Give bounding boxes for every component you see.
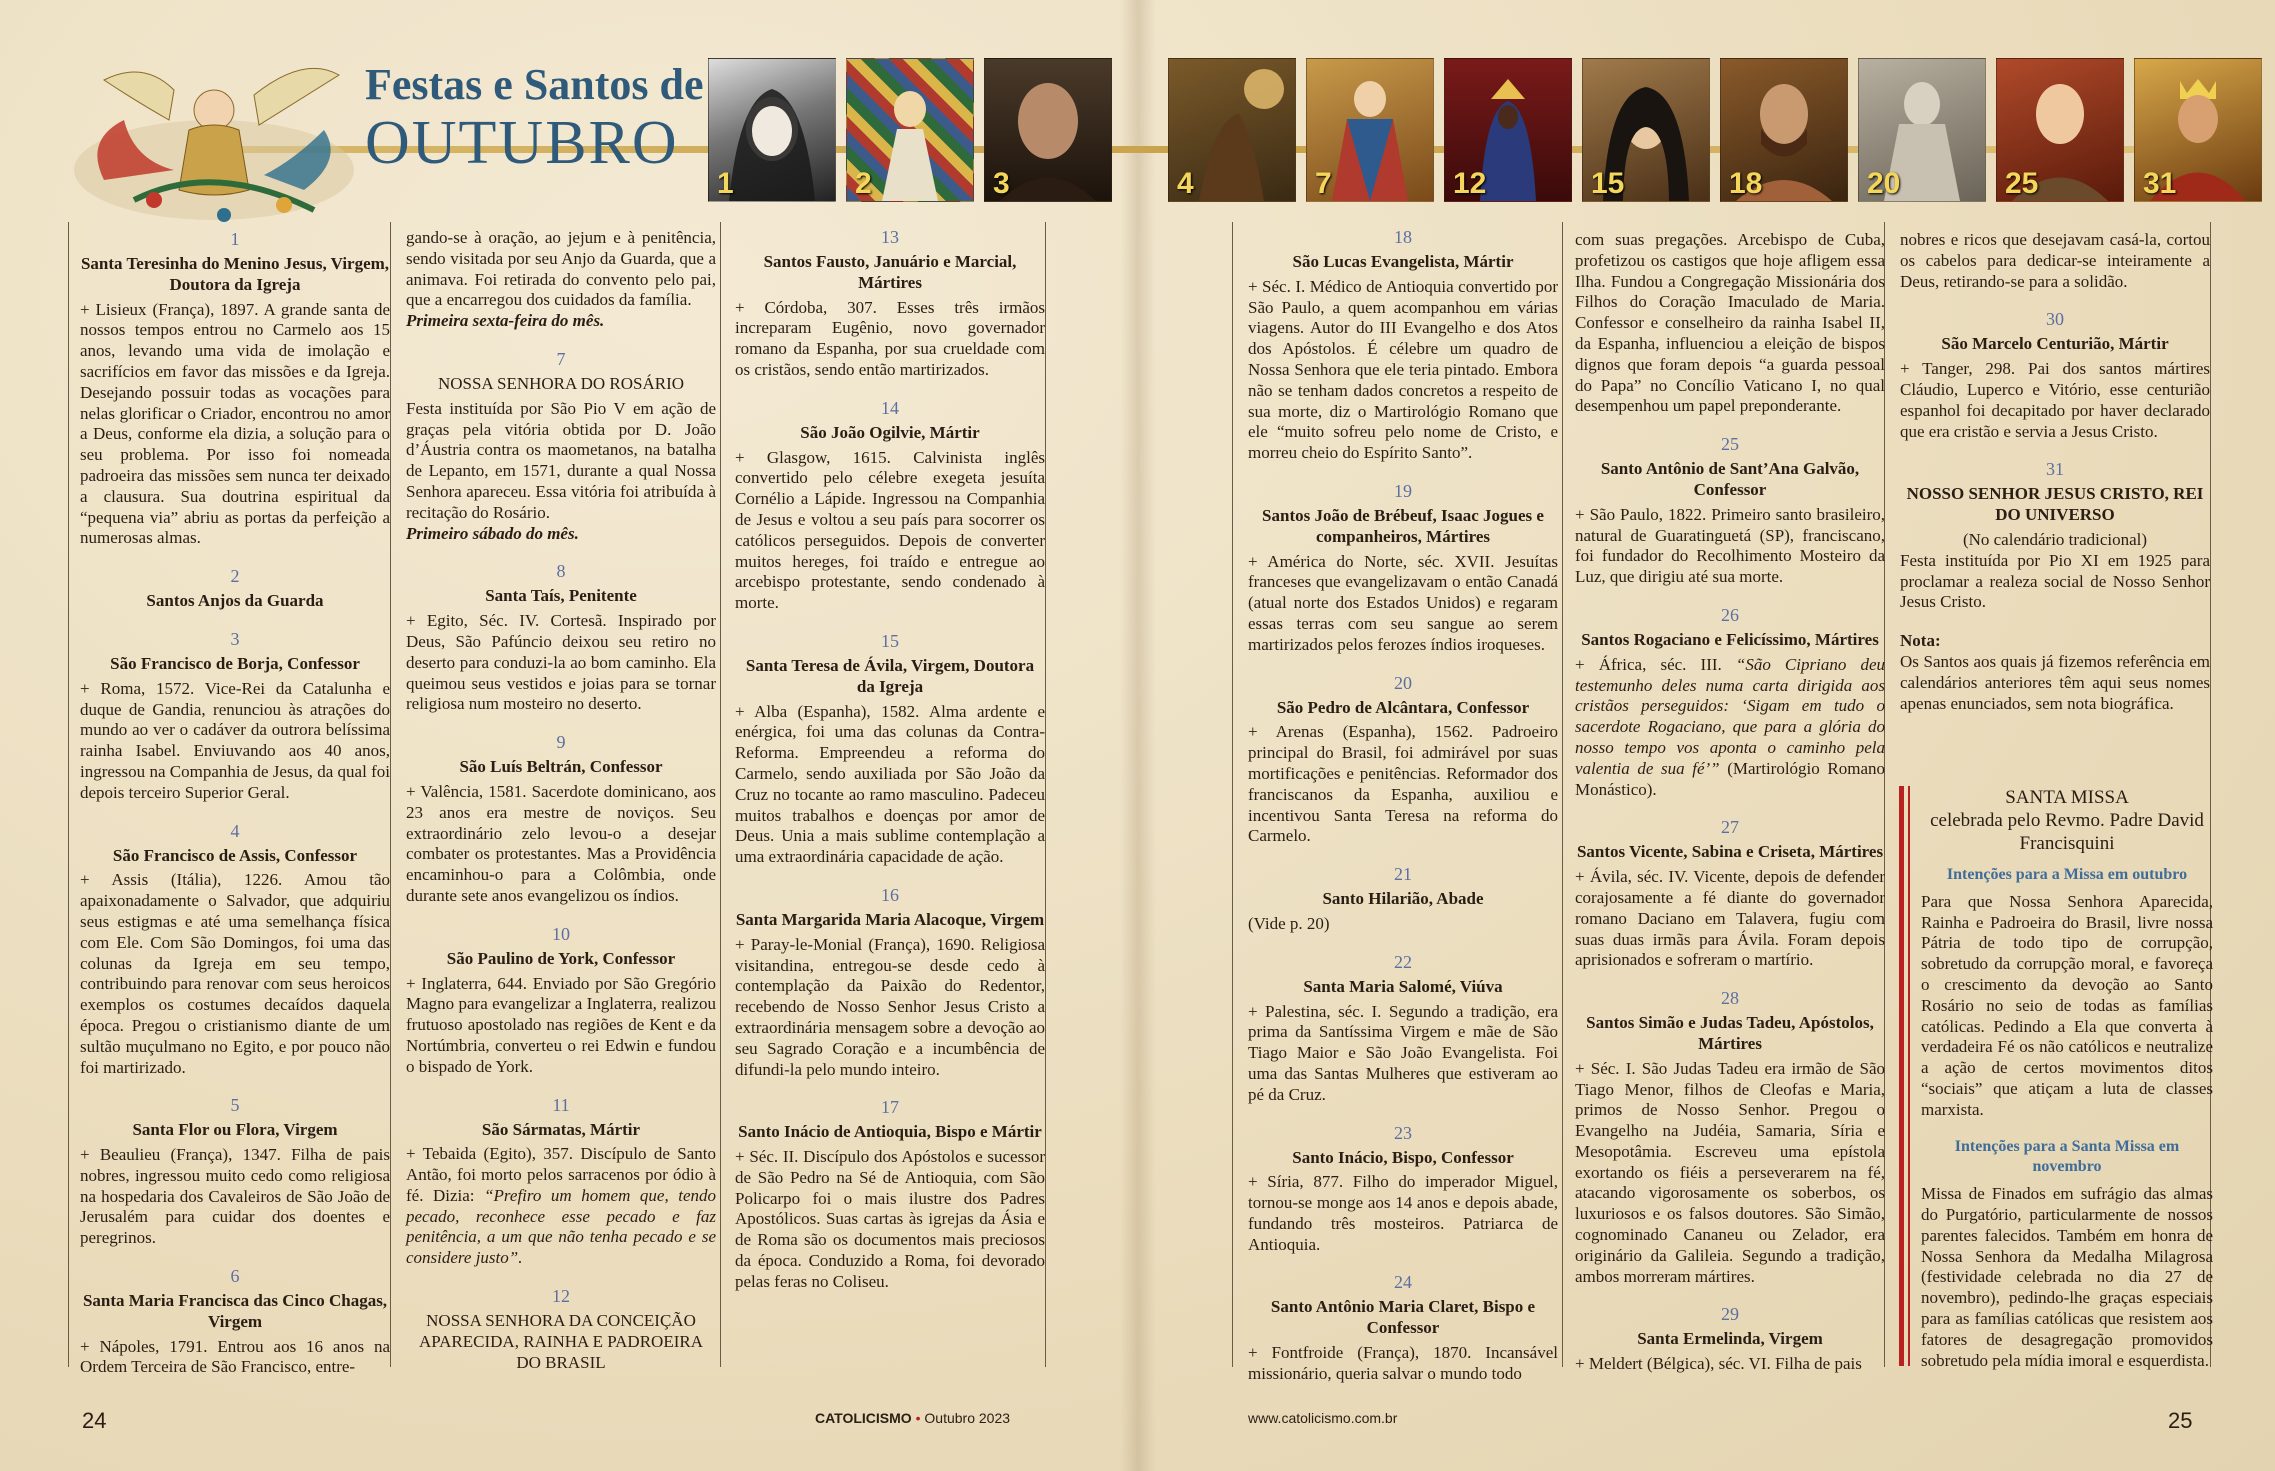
- column-rule: [1045, 222, 1046, 1367]
- page-gutter: [1120, 0, 1156, 1471]
- saint-bio: + Palestina, séc. I. Segundo a tradição, era prima da Santíssima Virgem e mãe de São Tiago Maior e São João Evangelista. Foi uma das Santas Mulheres que estiveram ao pé da Cruz.: [1248, 1001, 1558, 1104]
- day-number: 7: [556, 348, 566, 369]
- page-number-right: 25: [2168, 1408, 2193, 1433]
- saint-bio: [1575, 655, 1885, 801]
- day-number: 15: [881, 630, 899, 651]
- day-number: 25: [1721, 434, 1739, 455]
- day-number: 22: [1394, 951, 1412, 972]
- thumb-day-7: [1306, 58, 1434, 202]
- thumb-day-4: [1168, 58, 1296, 202]
- bio-text: + Tebaida (Egito), 357. Discípulo de Santo Antão, foi morto pelos sarracenos por ódio à fé. Dizia:: [406, 1144, 716, 1205]
- saint-bio: + Assis (Itália), 1226. Amou tão apaixonadamente o Salvador, que adquiriu seus estigmas e até uma semelhança física com Ele. Com São Domingos, foi uma das colunas da Igreja em seu tempo, contribuindo para renovar com seus heroicos exemplos os costumes decaídos daquela época. Pregou o cristianismo diante de um sultão muçulmano no Egito, e por pouco não foi martirizado.: [80, 870, 390, 1077]
- mass-celebrant: celebrada pelo Revmo. Padre David Francisquini: [1930, 810, 2204, 854]
- day-number: 3: [230, 628, 240, 649]
- saint-name: São Lucas Evangelista, Mártir: [1292, 252, 1514, 271]
- saint-name: Santos João de Brébeuf, Isaac Jogues e companheiros, Mártires: [1262, 505, 1544, 546]
- saint-name: Santos Rogaciano e Felicíssimo, Mártires: [1581, 629, 1879, 649]
- day-number: 8: [556, 561, 566, 582]
- thumb-number: 18: [1729, 167, 1763, 200]
- mass-title: SANTA MISSA: [2005, 787, 2129, 808]
- thumb-number: 3: [993, 167, 1010, 200]
- saint-bio: + Séc. I. Médico de Antioquia convertido por São Paulo, a quem acompanhou em várias viagens. Autor do III Evangelho e dos Atos dos Apóstolos. É célebre um quadro de Nossa Senhora que ele teria pintado. Embora não se tenham dados concretos a respeito de sua morte, diz o Martirológio Romano que ele “muito sofreu pelo nome de Cristo, e morreu cheio do Espírito Santo”.: [1248, 276, 1558, 463]
- day-number: 16: [881, 884, 899, 905]
- saint-name: São Marcelo Centurião, Mártir: [1941, 334, 2169, 354]
- saint-bio: + Beaulieu (França), 1347. Filha de pais nobres, ingressou muito cedo como religiosa na hospedaria dos Cavaleiros de São João de Jerusalém para cuidar dos doentes e peregrinos.: [80, 1145, 390, 1248]
- saint-name: São Paulino de York, Confessor: [446, 948, 676, 968]
- saint-bio: + América do Norte, séc. XVII. Jesuítas franceses que evangelizavam o então Canadá (atual norte dos Estados Unidos) e regaram essas terras com seu sangue ao serem martirizados pelos ferozes índios iroqueses.: [1248, 551, 1558, 654]
- column-rule: [1232, 222, 1233, 1367]
- day-number: 13: [881, 227, 899, 247]
- saint-note: Primeiro sábado do mês.: [406, 523, 579, 543]
- note-heading: Nota:: [1900, 631, 1941, 651]
- day-number: 9: [556, 732, 566, 753]
- saint-name: Santo Antônio Maria Claret, Bispo e Confessor: [1270, 1297, 1536, 1338]
- day-number: 2: [230, 566, 240, 587]
- saint-name: Santa Maria Salomé, Viúva: [1303, 976, 1503, 996]
- saint-name: São Pedro de Alcântara, Confessor: [1276, 697, 1530, 717]
- page-title: [365, 60, 704, 176]
- text-column-3: [735, 226, 1045, 1364]
- saint-name: São Luís Beltrán, Confessor: [459, 757, 663, 777]
- thumb-day-1: [708, 58, 836, 202]
- bio-quote: “Prefiro um homem que, tendo pecado, reconhece esse pecado e faz penitência, a um que não tenha pecado e se considere justo”.: [406, 1185, 717, 1268]
- day-number: 5: [230, 1095, 240, 1116]
- thumb-number: 1: [717, 167, 734, 200]
- saint-name: São Sármatas, Mártir: [481, 1119, 641, 1139]
- saint-name: Santo Inácio, Bispo, Confessor: [1292, 1147, 1514, 1167]
- red-rule: [1899, 786, 1904, 1366]
- saint-bio: + Egito, Séc. IV. Cortesã. Inspirado por Deus, São Pafúncio deixou seu retiro no deserto para conduzi-la ao bom caminho. Ela queimou seus vestidos e joias para se tornar religiosa num mosteiro no deserto.: [406, 611, 716, 714]
- day-number: 18: [1394, 227, 1412, 247]
- thumb-number: 31: [2143, 167, 2177, 200]
- saint-bio: + Nápoles, 1791. Entrou aos 16 anos na Ordem Terceira de São Francisco, entre-: [80, 1336, 390, 1377]
- day-number: 11: [552, 1094, 570, 1115]
- saint-bio: + Arenas (Espanha), 1562. Padroeiro principal do Brasil, foi admirável por suas mortificações e penitências. Reformador dos franciscanos da Espanha, auxiliou e incentivou Santa Teresa na reforma do Carmelo.: [1248, 722, 1558, 846]
- title-line-2: OUTUBRO: [365, 109, 679, 177]
- footer-separator: •: [915, 1410, 921, 1426]
- mass-intentions-text: Para que Nossa Senhora Aparecida, Rainha e Padroeira do Brasil, livre nossa Pátria de todo tipo de corrupção, sobretudo da corrupção moral, e favoreça o crescimento da devoção ao Santo Rosário no seio de todas as famílias católicas. Pedindo a Ela que converta à verdadeira Fé os não católicos e neutralize a ação de certos movimentos ditos “sociais” que atiçam a luta de classes marxista.: [1921, 891, 2213, 1119]
- thumb-number: 12: [1453, 167, 1487, 200]
- column-rule: [1562, 222, 1563, 1367]
- angel-illustration-icon: [64, 50, 364, 230]
- thumb-number: 4: [1177, 167, 1194, 200]
- day-number: 12: [552, 1286, 570, 1307]
- bio-text: + África, séc. III.: [1575, 654, 1722, 674]
- saint-name: Santa Ermelinda, Virgem: [1637, 1329, 1823, 1349]
- saint-bio: + Inglaterra, 644. Enviado por São Gregório Magno para evangelizar a Inglaterra, realizou frutuoso apostolado nas regiões de Kent e da Nortúmbria, converteu o rei Edwin e fundou o bispado de York.: [406, 973, 716, 1076]
- thumb-day-20: [1858, 58, 1986, 202]
- saint-bio: + Roma, 1572. Vice-Rei da Catalunha e duque de Gandia, renunciou às atrações do mundo ao ver o cadáver da outrora belíssima rainha Isabel. Enviuvando aos 40 anos, ingressou na Companhia de Jesus, da qual foi depois terceiro Superior Geral.: [80, 678, 390, 802]
- saint-name: Santa Taís, Penitente: [485, 586, 637, 606]
- thumb-day-3: [984, 58, 1112, 202]
- thumb-number: 7: [1315, 167, 1332, 200]
- title-line-1: Festas e Santos de: [365, 60, 704, 109]
- thumb-day-15: [1582, 58, 1710, 202]
- mass-intentions-box: [1899, 786, 2213, 1370]
- saint-bio: + Valência, 1581. Sacerdote dominicano, aos 23 anos era mestre de noviços. Seu extraordinário zelo levou-o a desejar combater os protestantes. Mas a Providência encaminhou-o para a Colômbia, onde durante sete anos evangelizou os índios.: [406, 781, 716, 905]
- saint-name: Santos Simão e Judas Tadeu, Apóstolos, Mártires: [1586, 1013, 1874, 1053]
- saint-bio: gando-se à oração, ao jejum e à penitência, sendo visitada por seu Anjo da Guarda, que a animava. Foi retirada do convento pelo pai, que a encarregou dos cuidados da família.: [406, 228, 716, 310]
- day-number: 23: [1394, 1122, 1412, 1143]
- day-number: 20: [1394, 672, 1412, 693]
- thumb-day-2: [846, 58, 974, 202]
- saint-bio: + Ávila, séc. IV. Vicente, depois de defender corajosamente a fé diante do governador romano Daciano em Talavera, fugiu com suas duas irmãs para Ávila. Foram depois aprisionados e sofreram o martírio.: [1575, 867, 1885, 970]
- saint-name: Santa Teresa de Ávila, Virgem, Doutora da Igreja: [745, 655, 1035, 696]
- day-number: 24: [1394, 1272, 1412, 1293]
- saint-bio: + Síria, 877. Filho do imperador Miguel, tornou-se monge aos 14 anos e depois abade, fundando três mosteiros. Patriarca de Antioquia.: [1248, 1172, 1558, 1254]
- day-number: 30: [2046, 309, 2064, 330]
- column-rule: [390, 222, 391, 1367]
- saint-bio: + Alba (Espanha), 1582. Alma ardente e enérgica, foi uma das colunas da Contra-Reforma. Empreendeu a reforma do Carmelo, sendo auxiliada por São João da Cruz no tocante ao ramo masculino. Padeceu muitos trabalhos e doenças por amor de Deus. Unia a mais sublime contemplação a uma extraordinária capacidade de ação.: [735, 701, 1045, 867]
- saint-bio: nobres e ricos que desejavam casá-la, cortou os cabelos para dedicar-se inteiramente a Deus, retirando-se para a solidão.: [1900, 230, 2210, 291]
- saint-name: Santos Vicente, Sabina e Criseta, Mártires: [1576, 842, 1884, 862]
- day-number: 29: [1721, 1304, 1739, 1325]
- feast-note: (No calendário tradicional): [1962, 529, 2148, 549]
- day-number: 10: [552, 923, 570, 944]
- issue-date: Outubro 2023: [924, 1410, 1011, 1426]
- day-number: 1: [230, 229, 240, 249]
- text-column-1: [80, 228, 390, 1377]
- saint-name: Santo Antônio de Sant’Ana Galvão, Confessor: [1600, 459, 1860, 499]
- day-number: 26: [1721, 604, 1739, 625]
- saint-bio: + Séc. II. Discípulo dos Apóstolos e sucessor de São Pedro na Sé de Antioquia, com São Policarpo foi o mais ilustre dos Padres Apostólicos. Suas cartas às igrejas da Ásia e de Roma são os documentos mais preciosos da época. Conduzido a Roma, foi devorado pelas feras no Coliseu.: [735, 1147, 1045, 1291]
- saint-note: Primeira sexta-feira do mês.: [406, 311, 605, 331]
- page-number-left: 24: [82, 1408, 107, 1433]
- day-number: 19: [1394, 480, 1412, 501]
- feast-name: NOSSA SENHORA DO ROSÁRIO: [437, 373, 685, 393]
- text-column-2: [406, 228, 717, 1372]
- saint-bio: + Lisieux (França), 1897. A grande santa de nossos tempos entrou no Carmelo aos 15 anos, levando uma vida de imolação e sacrifícios em favor das missões e da Igreja. Desejando possuir todas as vocações para nelas glorificar o Criador, encontrou no amor a Deus, conforme ela dizia, a solução para o seu problema. Por isso foi nomeada padroeira das missões sem nunca ter deixado a clausura. Sua doutrina espiritual da “pequena via” abriu as portas da perfeição a numerosas almas.: [80, 299, 390, 548]
- magazine-name: CATOLICISMO: [815, 1410, 912, 1426]
- note-text: Os Santos aos quais já fizemos referência em calendários anteriores têm aqui seus nomes apenas enunciados, sem nota biográfica.: [1900, 651, 2210, 713]
- saint-name: Santa Flor ou Flora, Virgem: [132, 1120, 338, 1140]
- saint-name: São Francisco de Assis, Confessor: [112, 845, 358, 865]
- saint-bio: + Córdoba, 307. Esses três irmãos increparam Eugênio, novo governador romano da Espanha, por sua crueldade com os cristãos, sendo então martirizados.: [735, 297, 1045, 379]
- bio-source: (Martirológio Romano Monástico).: [1575, 758, 1885, 799]
- day-number: 21: [1394, 864, 1412, 885]
- thumb-number: 20: [1867, 167, 1901, 200]
- saint-name: Santo Hilarião, Abade: [1322, 889, 1484, 909]
- footer-url[interactable]: www.catolicismo.com.br: [1248, 1410, 1398, 1426]
- mass-intentions-heading: Intenções para a Santa Missa em novembro: [1954, 1137, 2180, 1176]
- thumb-day-25: [1996, 58, 2124, 202]
- saint-bio: com suas pregações. Arcebispo de Cuba, profetizou os castigos que hoje afligem essa Ilha. Fundou a Congregação Missionária dos Filhos do Coração Imaculado de Maria. Confessor e conselheiro da rainha Isabel II, da Espanha, influenciou a eleição de bispos dignos que foram depois “a guarda pessoal do Papa” no Concílio Vaticano I, no qual desempenhou um papel preponderante.: [1575, 230, 1885, 416]
- saint-bio: + Tanger, 298. Pai dos santos mártires Cláudio, Luperco e Vitório, esse centurião espanhol foi decapitado por haver declarado que era cristão e servia a Jesus Cristo.: [1900, 359, 2210, 441]
- text-column-6: [1900, 230, 2210, 770]
- feast-name: NOSSO SENHOR JESUS CRISTO, REI DO UNIVERSO: [1906, 484, 2204, 525]
- day-number: 6: [230, 1266, 240, 1287]
- saint-bio: + Séc. I. São Judas Tadeu era irmão de São Tiago Menor, filhos de Cleofas e Maria, primos de Nosso Senhor. Pregou o Evangelho na Judéia, Samaria, Síria e Mesopotâmia. Escreveu uma epístola exortando os fiéis a perseverarem na fé, atacando vigorosamente os soberbos, os luxuriosos e os falsos doutores. São Simão, cognominado Cananeu ou Zelador, era originário da Galileia. Segundo a tradição, ambos morreram mártires.: [1575, 1058, 1885, 1286]
- saint-name: Santo Inácio de Antioquia, Bispo e Mártir: [738, 1122, 1042, 1142]
- column-rule: [68, 222, 69, 1367]
- saint-name: Santos Fausto, Januário e Marcial, Mártires: [763, 252, 1017, 292]
- saint-name: Santos Anjos da Guarda: [146, 591, 324, 611]
- saint-bio: (Vide p. 20): [1248, 913, 1330, 933]
- saint-bio: + Meldert (Bélgica), séc. VI. Filha de pais: [1575, 1354, 1862, 1374]
- day-number: 31: [2046, 459, 2064, 480]
- thumb-day-12: [1444, 58, 1572, 202]
- thumb-number: 2: [855, 167, 872, 200]
- saint-bio: + São Paulo, 1822. Primeiro santo brasileiro, natural de Guaratinguetá (SP), franciscano, foi fundador do Recolhimento Mosteiro da Luz, que dirigiu até sua morte.: [1575, 504, 1885, 587]
- saint-name: Santa Margarida Maria Alacoque, Virgem: [735, 909, 1045, 929]
- saint-name: Santa Teresinha do Menino Jesus, Virgem, Doutora da Igreja: [80, 254, 390, 294]
- feast-name: NOSSA SENHORA DA CONCEIÇÃO APARECIDA, RAINHA E PADROEIRA DO BRASIL: [418, 1311, 703, 1372]
- saint-bio: Festa instituída por São Pio V em ação de graças pela vitória obtida por D. João d’Áustria contra os maometanos, na batalha de Lepanto, em 1571, durante a qual Nossa Senhora apareceu. Essa vitória foi atribuída à recitação do Rosário.: [406, 398, 716, 522]
- text-column-4: [1248, 226, 1558, 1383]
- thumb-day-31: [2134, 58, 2262, 202]
- text-column-5: [1575, 230, 1885, 1374]
- saint-bio: + Paray-le-Monial (França), 1690. Religiosa visitandina, entregou-se desde cedo à contemplação da Paixão do Redentor, recebendo de Nosso Senhor Jesus Cristo a extraordinária mensagem sobre a devoção ao seu Sagrado Coração e a incumbência de difundi-la pelo mundo inteiro.: [735, 934, 1045, 1079]
- saint-bio: [406, 1144, 716, 1269]
- saint-name: São João Ogilvie, Mártir: [800, 422, 980, 442]
- mass-intentions-heading: Intenções para a Missa em outubro: [1946, 866, 2188, 883]
- mass-intentions-text: Missa de Finados em sufrágio das almas do Purgatório, particularmente de nossos parentes falecidos. Também em honra de Nossa Senhora da Medalha Milagrosa (festividade celebrada no dia 27 de novembro), pedindo-lhe graças especiais para as famílias católicas que resistem aos fatores de desagregação promovidos sobretudo pela mídia imoral e esquerdista.: [1921, 1184, 2213, 1370]
- day-number: 17: [881, 1097, 899, 1118]
- thumb-number: 15: [1591, 167, 1625, 200]
- bio-quote: “São Cipriano deu testemunho deles numa carta dirigida aos cristãos perseguidos: ‘Sigam em tudo o sacerdote Rogaciano, que para a glória do nosso tempo vos aponta o caminho pela valentia de sua fé’”: [1575, 654, 1885, 778]
- footer-magazine: [815, 1410, 1010, 1426]
- day-number: 4: [230, 820, 240, 841]
- red-rule: [1908, 786, 1910, 1366]
- thumb-day-18: [1720, 58, 1848, 202]
- saint-bio: Festa instituída por Pio XI em 1925 para proclamar a realeza social de Nosso Senhor Jesus Cristo.: [1900, 550, 2210, 612]
- saint-bio: + Glasgow, 1615. Calvinista inglês convertido pelo célebre exegeta jesuíta Cornélio a Lápide. Ingressou na Companhia de Jesus e voltou a seu país para socorrer os católicos perseguidos. Depois de converter muitos hereges, foi traído e entregue ao arcebispo protestante, sendo condenado à morte.: [735, 447, 1045, 613]
- thumb-number: 25: [2005, 167, 2039, 200]
- saint-name: Santa Maria Francisca das Cinco Chagas, Virgem: [82, 1291, 388, 1331]
- day-number: 14: [881, 397, 899, 418]
- saint-name: São Francisco de Borja, Confessor: [110, 653, 360, 673]
- saint-bio: + Fontfroide (França), 1870. Incansável missionário, queria salvar o mundo todo: [1248, 1343, 1558, 1383]
- day-number: 28: [1721, 988, 1739, 1009]
- day-number: 27: [1721, 817, 1739, 838]
- column-rule: [720, 222, 721, 1367]
